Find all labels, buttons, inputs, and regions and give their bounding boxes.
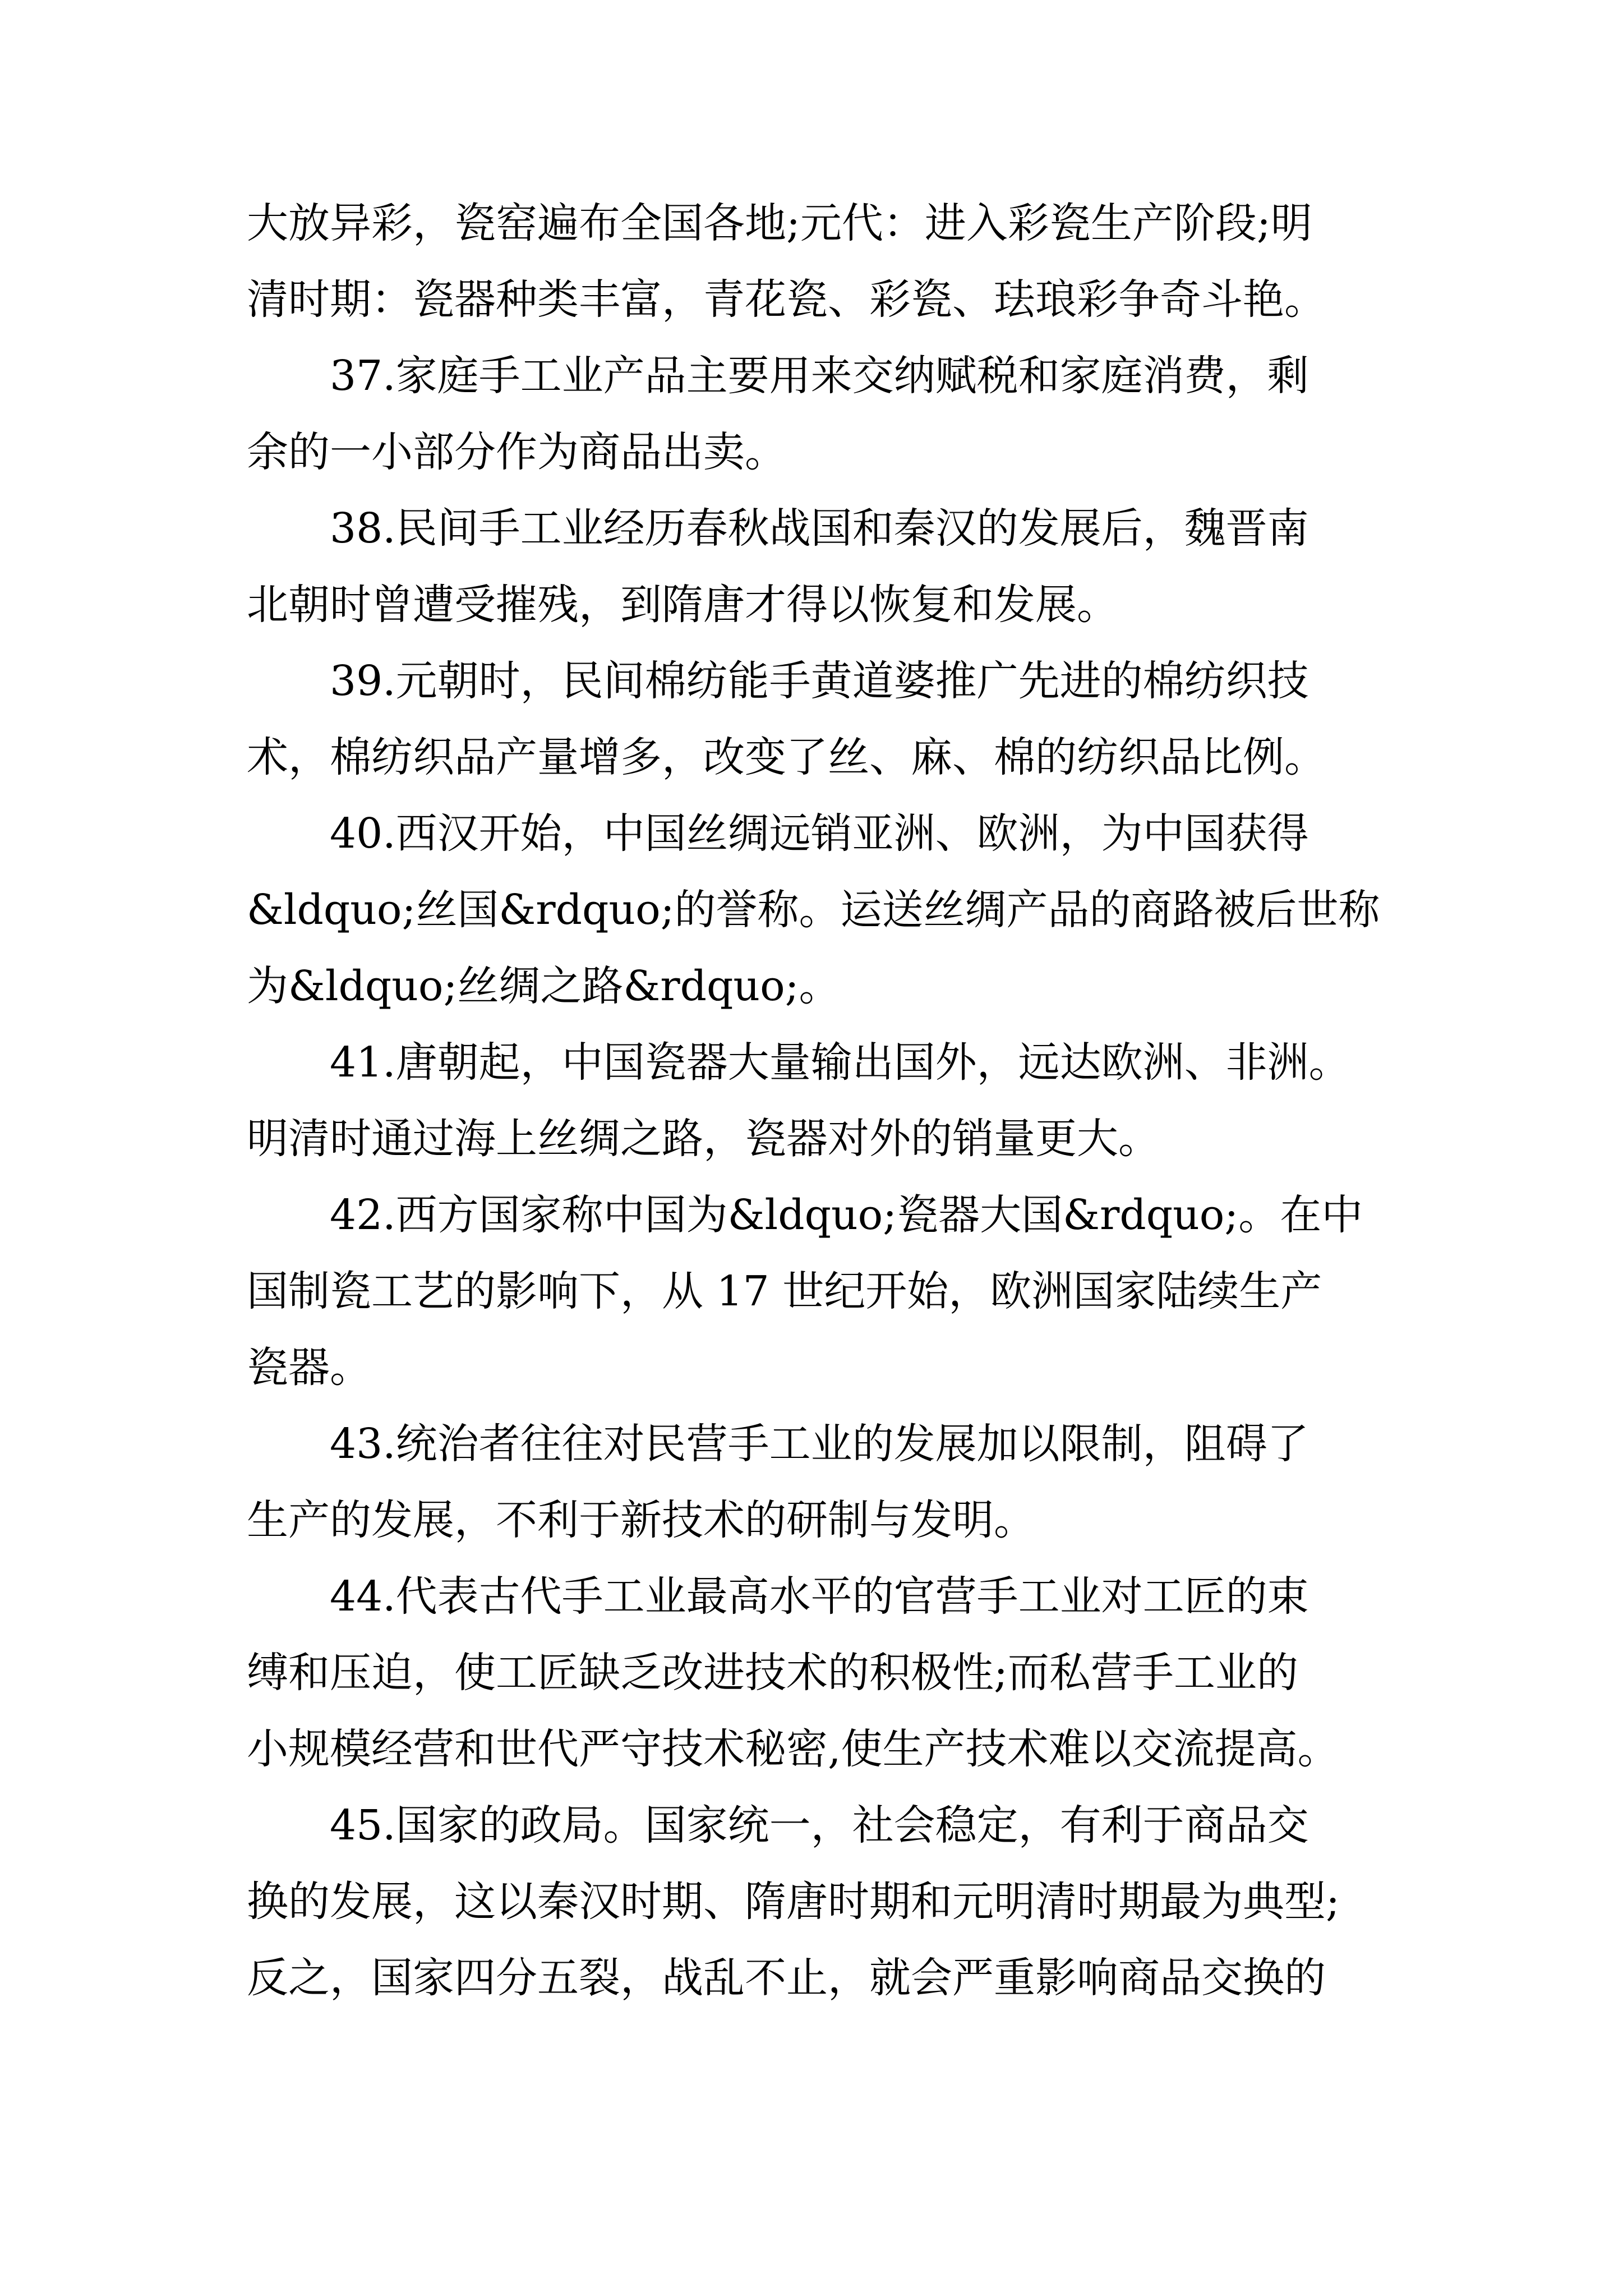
document-body: [247, 185, 1391, 2016]
text-line: 40.西汉开始，中国丝绸远销亚洲、欧洲，为中国获得: [330, 809, 1309, 858]
text-line: 45.国家的政局。国家统一，社会稳定，有利于商品交: [330, 1801, 1309, 1849]
text-line: 明清时通过海上丝绸之路，瓷器对外的销量更大。: [247, 1115, 1160, 1163]
text-line: 余的一小部分作为商品出卖。: [247, 428, 786, 476]
text-line: 术，棉纺织品产量增多，改变了丝、麻、棉的纺织品比例。: [247, 733, 1326, 781]
text-line: 41.唐朝起，中国瓷器大量输出国外，远达欧洲、非洲。: [330, 1038, 1350, 1087]
text-line: &ldquo;丝国&rdquo;的誉称。运送丝绸产品的商路被后世称: [247, 886, 1380, 934]
text-line: 反之，国家四分五裂，战乱不止，就会严重影响商品交换的: [247, 1954, 1326, 2002]
text-line: 44.代表古代手工业最高水平的官营手工业对工匠的束: [330, 1572, 1309, 1621]
text-line: 38.民间手工业经历春秋战国和秦汉的发展后，魏晋南: [330, 504, 1309, 553]
text-line: 小规模经营和世代严守技术秘密,使生产技术难以交流提高。: [247, 1725, 1339, 1773]
text-line: 瓷器。: [247, 1343, 371, 1392]
text-line: 清时期：瓷器种类丰富，青花瓷、彩瓷、珐琅彩争奇斗艳。: [247, 275, 1326, 324]
text-line: 北朝时曾遭受摧残，到隋唐才得以恢复和发展。: [247, 581, 1118, 629]
text-line: 37.家庭手工业产品主要用来交纳赋税和家庭消费，剩: [330, 352, 1309, 400]
text-line: 39.元朝时，民间棉纺能手黄道婆推广先进的棉纺织技: [330, 657, 1309, 705]
text-line: 43.统治者往往对民营手工业的发展加以限制，阻碍了: [330, 1420, 1309, 1468]
text-line: 大放异彩，瓷窑遍布全国各地;元代：进入彩瓷生产阶段;明: [247, 199, 1312, 247]
text-line: 42.西方国家称中国为&ldquo;瓷器大国&rdquo;。在中: [330, 1191, 1363, 1239]
text-line: 为&ldquo;丝绸之路&rdquo;。: [247, 962, 841, 1010]
text-line: 国制瓷工艺的影响下，从 17 世纪开始，欧洲国家陆续生产: [247, 1267, 1322, 1315]
text-line: 换的发展，这以秦汉时期、隋唐时期和元明清时期最为典型;: [247, 1878, 1340, 1926]
text-line: 生产的发展，不利于新技术的研制与发明。: [247, 1496, 1035, 1544]
text-line: 缚和压迫，使工匠缺乏改进技术的积极性;而私营手工业的: [247, 1649, 1298, 1697]
